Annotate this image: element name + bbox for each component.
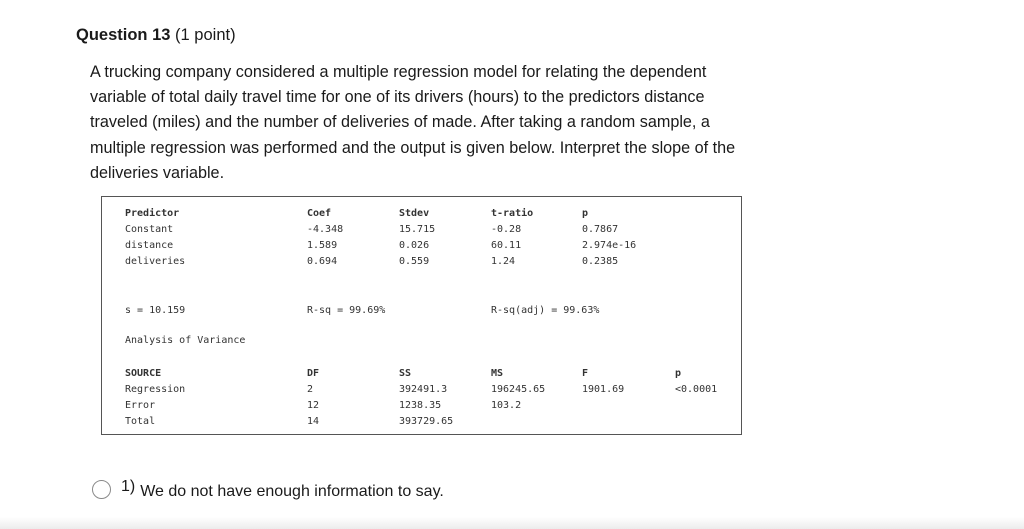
coef-row-p: 0.7867 [582, 224, 619, 235]
anova-row-source: Error [125, 400, 156, 411]
anova-row-df: 2 [307, 384, 314, 395]
coef-row-coef: -4.348 [307, 224, 344, 235]
anova-header-p: p [675, 368, 682, 379]
anova-row-source: Total [125, 416, 156, 427]
question-text: A trucking company considered a multiple regression model for relating the dependent variable of total daily travel time for one of its drivers (hours) to the predictors distance traveled (miles) and the number of deliveries of made. After taking a random sample, a multiple regression was performed and the output is given below. Interpret the slope of the deliveries variable. [90, 63, 736, 182]
anova-row-ss: 1238.35 [399, 400, 442, 411]
question-heading [76, 24, 236, 46]
coef-row-tratio: -0.28 [491, 224, 522, 235]
answer-radio-button[interactable] [92, 480, 111, 499]
anova-title: Analysis of Variance [125, 335, 246, 346]
coef-row-coef: 1.589 [307, 240, 338, 251]
coef-row-p: 0.2385 [582, 256, 619, 267]
anova-row-f: 1901.69 [582, 384, 625, 395]
coef-row-tratio: 60.11 [491, 240, 522, 251]
question-title: Question 13 [76, 26, 171, 44]
r-squared: R-sq = 99.69% [307, 305, 386, 316]
regression-output [101, 196, 742, 435]
coef-row-p: 2.974e-16 [582, 240, 637, 251]
anova-row-ms: 103.2 [491, 400, 522, 411]
anova-header-ss: SS [399, 368, 412, 379]
coef-row-name: Constant [125, 224, 174, 235]
coef-header-predictor: Predictor [125, 208, 180, 219]
anova-row-p: <0.0001 [675, 384, 718, 395]
anova-header-source: SOURCE [125, 368, 162, 379]
answer-text: We do not have enough information to say. [140, 482, 444, 500]
page-bottom-edge [0, 517, 1024, 529]
r-squared-adjusted: R-sq(adj) = 99.63% [491, 305, 600, 316]
anova-row-ms: 196245.65 [491, 384, 546, 395]
anova-header-df: DF [307, 368, 320, 379]
anova-row-df: 12 [307, 400, 320, 411]
coef-header-tratio: t-ratio [491, 208, 534, 219]
anova-header-ms: MS [491, 368, 504, 379]
coef-row-stdev: 0.026 [399, 240, 430, 251]
question-points: (1 point) [175, 26, 236, 44]
anova-row-source: Regression [125, 384, 186, 395]
coef-row-tratio: 1.24 [491, 256, 516, 267]
anova-row-ss: 393729.65 [399, 416, 454, 427]
anova-row-df: 14 [307, 416, 320, 427]
coef-header-stdev: Stdev [399, 208, 430, 219]
std-error-s: s = 10.159 [125, 305, 186, 316]
coef-row-coef: 0.694 [307, 256, 338, 267]
coef-row-name: distance [125, 240, 174, 251]
coef-header-p: p [582, 208, 589, 219]
coef-row-stdev: 0.559 [399, 256, 430, 267]
coef-header-coef: Coef [307, 208, 332, 219]
answer-number: 1) [121, 477, 136, 495]
answer-option-1[interactable] [92, 477, 444, 500]
anova-row-ss: 392491.3 [399, 384, 448, 395]
anova-header-f: F [582, 368, 589, 379]
coef-row-stdev: 15.715 [399, 224, 436, 235]
coef-row-name: deliveries [125, 256, 186, 267]
